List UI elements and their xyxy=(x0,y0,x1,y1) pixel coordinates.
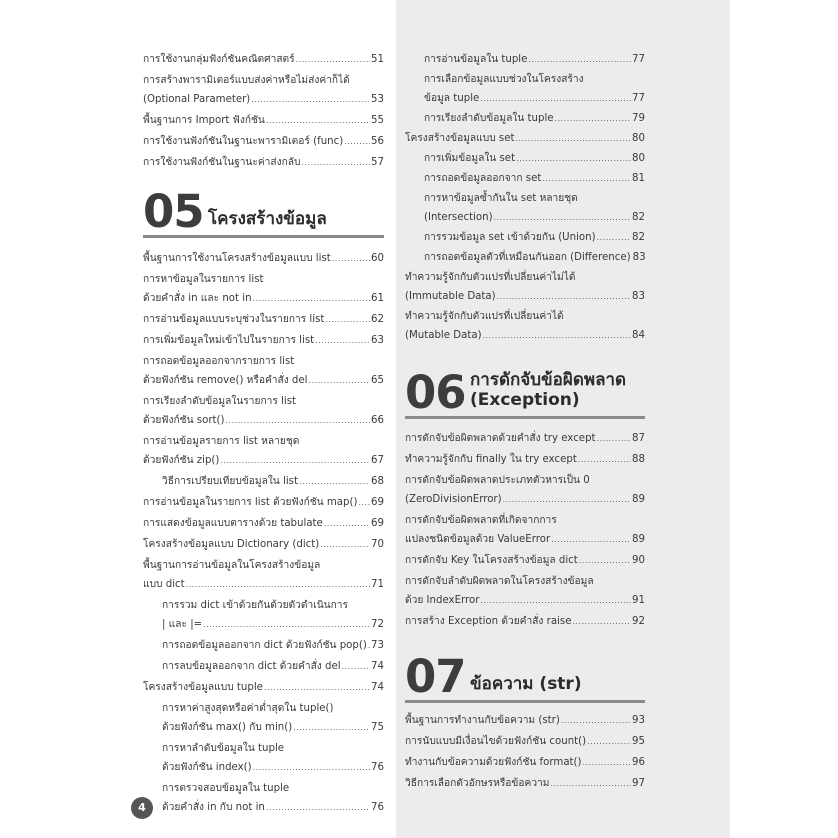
dot-leader xyxy=(597,429,631,448)
toc-entry-line xyxy=(143,352,384,371)
toc-entry[interactable] xyxy=(424,50,645,69)
toc-entry[interactable] xyxy=(405,551,645,570)
dot-leader xyxy=(332,249,370,268)
toc-entry-text: ด้วยคำสั่ง in และ not in xyxy=(143,293,252,304)
toc-entry-text: การอ่านข้อมูลในรายการ list ด้วยฟังก์ชัน map() xyxy=(143,497,358,508)
dot-leader xyxy=(342,657,370,676)
toc-page-number: 83 xyxy=(632,291,645,302)
dot-leader xyxy=(253,758,370,777)
toc-entry[interactable] xyxy=(405,711,645,730)
toc-entry-text: แบบ dict xyxy=(143,579,185,590)
toc-entry[interactable] xyxy=(143,514,384,533)
dot-leader xyxy=(368,636,370,655)
toc-entry-line xyxy=(424,149,645,168)
toc-entry-text: การถอดข้อมูลตัวที่เหมือนกันออก (Difference) xyxy=(424,252,631,263)
toc-entry-line xyxy=(162,657,384,676)
toc-entry-line xyxy=(424,189,645,208)
chapter-title: ข้อความ (str) xyxy=(470,674,582,694)
toc-page-number: 91 xyxy=(632,595,645,606)
toc-entry-text: การดักจับข้อผิดพลาดด้วยคำสั่ง try except xyxy=(405,433,596,444)
toc-entry-line xyxy=(405,572,645,591)
toc-entry-line xyxy=(424,228,645,247)
toc-entry-text: การดักจับ Key ในโครงสร้างข้อมูล dict xyxy=(405,555,578,566)
toc-entry-line xyxy=(143,111,384,130)
toc-page-number: 77 xyxy=(632,54,645,65)
toc-entry[interactable] xyxy=(162,657,384,676)
toc-page-number: 82 xyxy=(632,232,645,243)
toc-entry[interactable] xyxy=(143,678,384,697)
toc-page-number: 83 xyxy=(632,252,646,263)
toc-entry[interactable] xyxy=(143,71,384,109)
toc-entry-line xyxy=(405,471,645,490)
toc-entry-text: การเพิ่มข้อมูลใน set xyxy=(424,153,516,164)
toc-entry[interactable] xyxy=(143,432,384,470)
chapter-number: 07 xyxy=(405,650,466,703)
toc-entry[interactable] xyxy=(405,732,645,751)
toc-entry[interactable] xyxy=(405,612,645,631)
toc-entry-text: การเรียงลำดับข้อมูลใน tuple xyxy=(424,113,554,124)
toc-page-number: 74 xyxy=(371,661,384,672)
toc-entry[interactable] xyxy=(405,753,645,772)
toc-entry-line xyxy=(162,718,384,737)
toc-entry-text: การหาค่าสูงสุดหรือค่าต่ำสุดใน tuple() xyxy=(162,703,334,714)
toc-entry[interactable] xyxy=(143,556,384,594)
dot-leader xyxy=(251,90,370,109)
dot-leader xyxy=(579,551,631,570)
toc-page-number: 70 xyxy=(371,539,384,550)
toc-entry[interactable] xyxy=(143,310,384,329)
toc-page-number: 79 xyxy=(632,113,645,124)
toc-entry-line xyxy=(143,50,384,69)
toc-entry-text: (Optional Parameter) xyxy=(143,94,251,105)
toc-entry-text: ด้วยคำสั่ง in กับ not in xyxy=(162,802,265,813)
toc-page-number: 84 xyxy=(632,330,645,341)
toc-entry-text: ด้วยฟังก์ชัน remove() หรือคำสั่ง del xyxy=(143,375,308,386)
toc-entry-line xyxy=(143,153,384,172)
toc-entry-text: พื้นฐานการอ่านข้อมูลในโครงสร้างข้อมูล xyxy=(143,560,321,571)
toc-entry-text: การรวมข้อมูล set เข้าด้วยกัน (Union) xyxy=(424,232,596,243)
dot-leader xyxy=(253,289,371,308)
dot-leader xyxy=(325,310,370,329)
chapter-05-heading xyxy=(143,185,384,238)
toc-page-number: 81 xyxy=(632,173,645,184)
toc-entry-line xyxy=(143,132,384,151)
toc-entry[interactable] xyxy=(424,189,645,227)
toc-entry-text: ด้วยฟังก์ชัน index() xyxy=(162,762,252,773)
toc-page-number: 76 xyxy=(371,802,384,813)
toc-entry[interactable] xyxy=(143,111,384,130)
toc-entry-line xyxy=(143,535,384,554)
dot-leader xyxy=(483,326,631,345)
toc-entry-line xyxy=(424,89,645,108)
page-number-badge: 4 xyxy=(131,797,153,819)
dot-leader xyxy=(551,530,631,549)
toc-entry-line xyxy=(162,596,384,615)
toc-entry-line xyxy=(162,615,384,634)
toc-entry[interactable] xyxy=(405,774,645,793)
dot-leader xyxy=(358,493,370,512)
toc-entry-line xyxy=(143,514,384,533)
dot-leader xyxy=(561,711,631,730)
dot-leader xyxy=(494,208,631,227)
dot-leader xyxy=(583,753,632,772)
toc-entry-text: (Intersection) xyxy=(424,212,493,223)
toc-entry-text: การใช้งานฟังก์ชันในฐานะค่าส่งกลับ xyxy=(143,157,301,168)
toc-page-number: 80 xyxy=(632,153,645,164)
toc-entry-line xyxy=(143,371,384,390)
toc-page-number: 72 xyxy=(371,619,384,630)
toc-entry[interactable] xyxy=(143,153,384,172)
toc-entry-text: (Mutable Data) xyxy=(405,330,482,341)
toc-page-number: 80 xyxy=(632,133,645,144)
toc-entry-text: พื้นฐานการทำงานกับข้อความ (str) xyxy=(405,715,560,726)
dot-leader xyxy=(542,169,631,188)
toc-entry-line xyxy=(143,556,384,575)
toc-entry-text: ด้วย IndexError xyxy=(405,595,480,606)
toc-entry-line xyxy=(405,129,645,148)
dot-leader xyxy=(220,451,370,470)
toc-entry[interactable] xyxy=(405,307,645,345)
toc-entry-line xyxy=(143,575,384,594)
toc-entry-line xyxy=(405,732,645,751)
toc-page-number: 53 xyxy=(371,94,384,105)
toc-page-number: 67 xyxy=(371,455,384,466)
toc-page-number: 76 xyxy=(371,762,384,773)
toc-page-number: 57 xyxy=(371,157,384,168)
toc-entry-line xyxy=(424,50,645,69)
dot-leader xyxy=(264,678,370,697)
toc-page-number: 69 xyxy=(371,497,384,508)
toc-page-number: 63 xyxy=(371,335,384,346)
toc-entry-text: โครงสร้างข้อมูลแบบ tuple xyxy=(143,682,263,693)
toc-entry-text: ด้วยฟังก์ชัน zip() xyxy=(143,455,220,466)
toc-entry-line xyxy=(143,310,384,329)
chapter-07-heading xyxy=(405,650,645,703)
toc-entry-text: การสร้างพารามิเตอร์แบบส่งค่าหรือไม่ส่งค่าก็ได้ xyxy=(143,75,350,86)
toc-entry-line xyxy=(405,307,645,326)
toc-entry-line xyxy=(162,699,384,718)
toc-entry[interactable] xyxy=(143,132,384,151)
dot-leader xyxy=(550,774,631,793)
toc-entry-text: วิธีการเลือกตัวอักษรหรือข้อความ xyxy=(405,778,550,789)
toc-entry[interactable] xyxy=(405,450,645,469)
toc-page-number: 60 xyxy=(371,253,384,264)
toc-entry[interactable] xyxy=(405,572,645,610)
toc-entry-line xyxy=(143,392,384,411)
toc-entry-text: การลบข้อมูลออกจาก dict ด้วยคำสั่ง del xyxy=(162,661,341,672)
dot-leader xyxy=(293,718,370,737)
chapter-number: 05 xyxy=(143,185,204,238)
toc-entry[interactable] xyxy=(405,429,645,448)
toc-page-number: 56 xyxy=(371,136,384,147)
chapter-title-line: การดักจับข้อผิดพลาด xyxy=(470,370,627,390)
dot-leader xyxy=(587,732,631,751)
toc-page-number: 92 xyxy=(632,616,645,627)
toc-entry-text: การอ่านข้อมูลใน tuple xyxy=(424,54,528,65)
toc-entry-line xyxy=(405,591,645,610)
toc-entry-text: การรวม dict เข้าด้วยกันด้วยตัวดำเนินการ xyxy=(162,600,348,611)
toc-page-number: 65 xyxy=(371,375,384,386)
toc-entry-line xyxy=(143,493,384,512)
toc-entry-text: โครงสร้างข้อมูลแบบ set xyxy=(405,133,515,144)
dot-leader xyxy=(497,287,631,306)
toc-entry-line xyxy=(405,326,645,345)
toc-entry-text: การอ่านข้อมูลรายการ list หลายชุด xyxy=(143,436,300,447)
toc-entry[interactable] xyxy=(162,779,384,817)
toc-entry-line xyxy=(143,411,384,430)
toc-page-number: 62 xyxy=(371,314,384,325)
toc-entry-text: การดักจับลำดับผิดพลาดในโครงสร้างข้อมูล xyxy=(405,576,594,587)
dot-leader xyxy=(296,50,370,69)
dot-leader xyxy=(315,331,370,350)
toc-entry[interactable] xyxy=(424,149,645,168)
toc-entry-text: วิธีการเปรียบเทียบข้อมูลใน list xyxy=(162,476,298,487)
toc-entry-line xyxy=(405,711,645,730)
toc-page-number: 68 xyxy=(371,476,384,487)
toc-page-number: 61 xyxy=(371,293,384,304)
dot-leader xyxy=(320,535,370,554)
toc-entry-line xyxy=(405,268,645,287)
toc-entry-line xyxy=(405,530,645,549)
toc-page-number: 51 xyxy=(371,54,384,65)
toc-page-number: 89 xyxy=(632,494,645,505)
toc-entry-line xyxy=(405,490,645,509)
toc-page-number: 93 xyxy=(632,715,645,726)
toc-page-number: 97 xyxy=(632,778,645,789)
chapter-number: 06 xyxy=(405,366,466,419)
toc-entry-text: การถอดข้อมูลออกจาก dict ด้วยฟังก์ชัน pop() xyxy=(162,640,367,651)
toc-page-number: 74 xyxy=(371,682,384,693)
toc-entry-text: การแสดงข้อมูลแบบตารางด้วย tabulate xyxy=(143,518,323,529)
dot-leader xyxy=(266,111,370,130)
toc-entry[interactable] xyxy=(143,331,384,350)
toc-entry[interactable] xyxy=(405,129,645,148)
toc-entry-text: การหาลำดับข้อมูลใน tuple xyxy=(162,743,285,754)
toc-entry-text: พื้นฐานการ Import ฟังก์ชัน xyxy=(143,115,265,126)
toc-page-number: 96 xyxy=(632,757,645,768)
dot-leader xyxy=(344,132,370,151)
toc-entry-line xyxy=(405,511,645,530)
toc-entry[interactable] xyxy=(405,268,645,306)
toc-entry[interactable] xyxy=(405,511,645,549)
toc-entry-text: แปลงชนิดข้อมูลด้วย ValueError xyxy=(405,534,551,545)
toc-entry-line xyxy=(405,774,645,793)
dot-leader xyxy=(225,411,370,430)
toc-entry[interactable] xyxy=(424,228,645,247)
dot-leader xyxy=(578,450,631,469)
toc-entry[interactable] xyxy=(405,471,645,509)
toc-page-number: 88 xyxy=(632,454,645,465)
toc-entry[interactable] xyxy=(143,392,384,430)
toc-entry[interactable] xyxy=(424,109,645,128)
dot-leader xyxy=(480,591,631,610)
toc-entry-line xyxy=(162,758,384,777)
toc-entry-text: การใช้งานกลุ่มฟังก์ชันคณิตศาสตร์ xyxy=(143,54,295,65)
chapter-title: โครงสร้างข้อมูล xyxy=(208,209,327,229)
toc-entry-text: การหาข้อมูลในรายการ list xyxy=(143,274,264,285)
toc-entry-line xyxy=(143,71,384,90)
dot-leader xyxy=(555,109,631,128)
toc-entry-text: การใช้งานฟังก์ชันในฐานะพารามิเตอร์ (func) xyxy=(143,136,344,147)
toc-entry-text: ทำงานกับข้อความด้วยฟังก์ชัน format() xyxy=(405,757,582,768)
dot-leader xyxy=(309,371,371,390)
dot-leader xyxy=(186,575,370,594)
toc-entry-text: โครงสร้างข้อมูลแบบ Dictionary (dict) xyxy=(143,539,320,550)
dot-leader xyxy=(528,50,631,69)
toc-entry-text: การหาข้อมูลซ้ำกันใน set หลายชุด xyxy=(424,193,578,204)
toc-entry-line xyxy=(424,248,645,267)
toc-entry-line xyxy=(143,270,384,289)
toc-entry[interactable] xyxy=(143,270,384,308)
toc-entry-line xyxy=(424,70,645,89)
toc-entry-text: การดักจับข้อผิดพลาดประเภทตัวหารเป็น 0 xyxy=(405,475,590,486)
toc-page-number: 90 xyxy=(632,555,645,566)
toc-entry-line xyxy=(143,678,384,697)
toc-entry-text: การเรียงลำดับข้อมูลในรายการ list xyxy=(143,396,297,407)
toc-entry-text: การตรวจสอบข้อมูลใน tuple xyxy=(162,783,290,794)
toc-entry[interactable] xyxy=(143,535,384,554)
toc-entry[interactable] xyxy=(424,248,645,267)
toc-entry-line xyxy=(143,249,384,268)
toc-entry[interactable] xyxy=(162,472,384,491)
toc-entry-line xyxy=(143,451,384,470)
toc-entry-text: ทำความรู้จักกับ finally ใน try except xyxy=(405,454,577,465)
toc-entry-text: การถอดข้อมูลออกจาก set xyxy=(424,173,542,184)
toc-page-number: 77 xyxy=(632,93,645,104)
dot-leader xyxy=(480,89,631,108)
toc-page-number: 55 xyxy=(371,115,384,126)
toc-page-number: 69 xyxy=(371,518,384,529)
toc-entry-line xyxy=(162,636,384,655)
toc-entry-text: การสร้าง Exception ด้วยคำสั่ง raise xyxy=(405,616,572,627)
toc-page-number: 95 xyxy=(632,736,645,747)
toc-entry-text: การนับแบบมีเงื่อนไขด้วยฟังก์ชัน count() xyxy=(405,736,587,747)
toc-entry[interactable] xyxy=(143,493,384,512)
toc-entry-line xyxy=(405,429,645,448)
toc-page-number: 89 xyxy=(632,534,645,545)
toc-entry[interactable] xyxy=(424,169,645,188)
toc-entry-line xyxy=(143,289,384,308)
toc-entry-text: การเลือกข้อมูลแบบช่วงในโครงสร้าง xyxy=(424,74,584,85)
toc-entry-line xyxy=(405,551,645,570)
chapter-title xyxy=(470,370,626,410)
toc-entry[interactable] xyxy=(162,596,384,634)
toc-entry[interactable] xyxy=(162,739,384,777)
toc-page-number: 75 xyxy=(371,722,384,733)
toc-entry-line xyxy=(162,739,384,758)
toc-entry-text: (ZeroDivisionError) xyxy=(405,494,502,505)
toc-entry-line xyxy=(162,798,384,817)
toc-entry-text: การเพิ่มข้อมูลใหม่เข้าไปในรายการ list xyxy=(143,335,315,346)
toc-entry[interactable] xyxy=(143,50,384,69)
toc-entry-text: ด้วยฟังก์ชัน sort() xyxy=(143,415,225,426)
toc-entry-line xyxy=(405,612,645,631)
toc-entry-line xyxy=(405,287,645,306)
toc-page-number: 87 xyxy=(632,433,645,444)
toc-entry-line xyxy=(424,208,645,227)
dot-leader xyxy=(515,129,631,148)
dot-leader xyxy=(266,798,370,817)
dot-leader xyxy=(299,472,370,491)
toc-entry[interactable] xyxy=(162,636,384,655)
toc-entry-line xyxy=(143,432,384,451)
chapter-06-heading xyxy=(405,366,645,419)
toc-entry-line xyxy=(162,472,384,491)
dot-leader xyxy=(503,490,631,509)
toc-entry-text: | และ |= xyxy=(162,619,203,630)
toc-entry-text: พื้นฐานการใช้งานโครงสร้างข้อมูลแบบ list xyxy=(143,253,331,264)
toc-entry-text: ทำความรู้จักกับตัวแปรที่เปลี่ยนค่าได้ xyxy=(405,311,564,322)
toc-entry-line xyxy=(162,779,384,798)
toc-entry-text: การถอดข้อมูลออกจากรายการ list xyxy=(143,356,295,367)
dot-leader xyxy=(572,612,631,631)
toc-entry-text: ด้วยฟังก์ชัน max() กับ min() xyxy=(162,722,293,733)
dot-leader xyxy=(301,153,370,172)
toc-entry[interactable] xyxy=(162,699,384,737)
toc-page-number: 82 xyxy=(632,212,645,223)
toc-entry-line xyxy=(143,90,384,109)
toc-page-number: 71 xyxy=(371,579,384,590)
toc-entry-text: การดักจับข้อผิดพลาดที่เกิดจากการ xyxy=(405,515,557,526)
toc-page-number: 66 xyxy=(371,415,384,426)
toc-entry[interactable] xyxy=(143,249,384,268)
dot-leader xyxy=(516,149,631,168)
toc-entry-line xyxy=(405,450,645,469)
toc-entry[interactable] xyxy=(143,352,384,390)
toc-entry-text: ข้อมูล tuple xyxy=(424,93,480,104)
toc-entry-line xyxy=(405,753,645,772)
toc-entry[interactable] xyxy=(424,70,645,108)
toc-page-number: 73 xyxy=(371,640,384,651)
toc-entry-text: (Immutable Data) xyxy=(405,291,496,302)
chapter-title-line: (Exception) xyxy=(470,390,580,410)
dot-leader xyxy=(324,514,370,533)
toc-entry-text: การอ่านข้อมูลแบบระบุช่วงในรายการ list xyxy=(143,314,325,325)
toc-entry-line xyxy=(424,109,645,128)
toc-entry-line xyxy=(424,169,645,188)
dot-leader xyxy=(597,228,631,247)
toc-entry-text: ทำความรู้จักกับตัวแปรที่เปลี่ยนค่าไม่ได้ xyxy=(405,272,576,283)
toc-entry-line xyxy=(143,331,384,350)
dot-leader xyxy=(203,615,370,634)
